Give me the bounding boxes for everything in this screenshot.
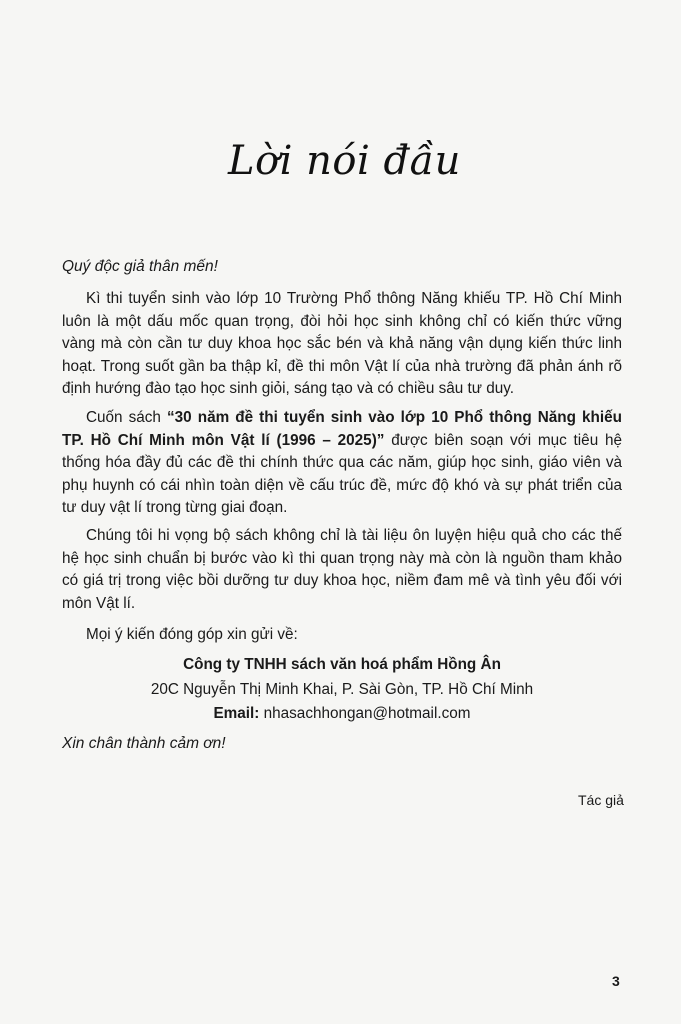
- title-text: Lời nói đầu: [228, 138, 461, 184]
- page-title: [228, 138, 461, 184]
- company-email: [62, 705, 622, 723]
- greeting: Quý độc giả thân mến!: [62, 258, 218, 275]
- email-label: Email:: [213, 705, 260, 722]
- paragraph-suffix: được biên soạn với mục tiêu hệ thống hóa đầy đủ các đề thi chính thức qua các năm, giúp học sinh, giáo viên và phụ huynh có cái nhìn toàn diện về cấu trúc đề, mức độ khó và sự phát triển của tư duy vật lí trong từng giai đoạn.: [62, 431, 622, 516]
- closing-text: Xin chân thành cảm ơn!: [62, 735, 226, 752]
- company-name: Công ty TNHH sách văn hoá phẩm Hồng Ân: [183, 656, 501, 673]
- company-address: 20C Nguyễn Thị Minh Khai, P. Sài Gòn, TP. Hồ Chí Minh: [150, 681, 534, 698]
- email-value: nhasachhongan@hotmail.com: [259, 705, 471, 722]
- book-title: “30 năm đề thi tuyển sinh vào lớp 10 Phổ thông Năng khiếu TP. Hồ Chí Minh môn Vật lí (1996 – 2025)”: [62, 409, 622, 449]
- paragraph-feedback: Mọi ý kiến đóng góp xin gửi về:: [86, 626, 298, 643]
- author-signature: Tác giả: [578, 792, 624, 808]
- paragraph-hope: Chúng tôi hi vọng bộ sách không chỉ là tài liệu ôn luyện hiệu quả cho các thế hệ học sinh chuẩn bị bước vào kì thi quan trọng này mà còn là nguồn tham khảo có giá trị trong việc bồi dưỡng tư duy khoa học, niềm đam mê và tình yêu đối với môn Vật lí.: [62, 527, 622, 612]
- page-number: 3: [612, 973, 620, 989]
- paragraph-book-description: [62, 407, 622, 520]
- paragraph-prefix: Cuốn sách: [86, 409, 167, 426]
- paragraph-intro: Kì thi tuyển sinh vào lớp 10 Trường Phổ thông Năng khiếu TP. Hồ Chí Minh luôn là một dấu mốc quan trọng, đòi hỏi học sinh không chỉ có kiến thức vững vàng mà còn cần tư duy khoa học sắc bén và khả năng vận dụng kiến thức linh hoạt. Trong suốt gần ba thập kỉ, đề thi môn Vật lí của nhà trường đã phản ánh rõ định hướng đào tạo học sinh giỏi, sáng tạo và có chiều sâu tư duy.: [62, 290, 622, 397]
